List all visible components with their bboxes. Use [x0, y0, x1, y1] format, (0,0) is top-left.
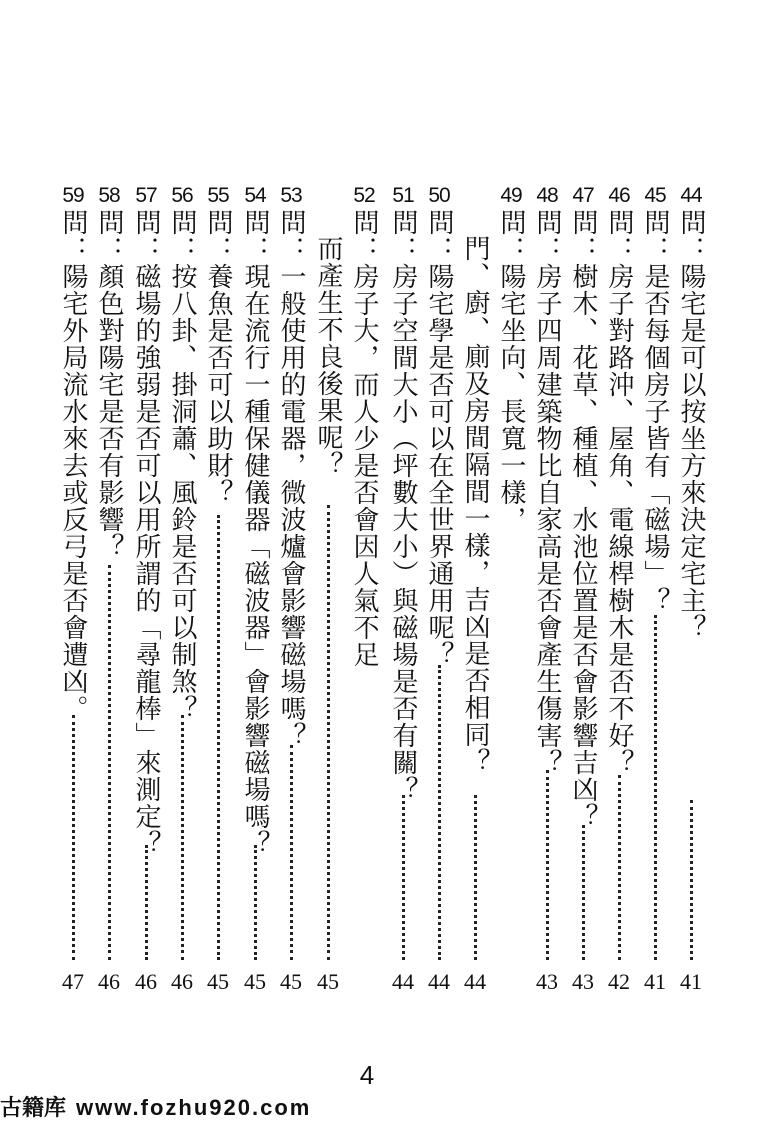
question-text: 問：陽宅學是否可以在全世界通用呢？ [424, 209, 454, 668]
page-ref: 43 [572, 969, 594, 994]
dot-leader [474, 795, 477, 960]
page-ref: 44 [428, 969, 450, 994]
question-text: 而產生不良後果呢？ [313, 235, 343, 478]
dot-leader [145, 845, 148, 960]
dot-leader [108, 565, 111, 960]
question-text: 問：是否每個房子皆有「磁場」？ [640, 209, 670, 614]
question-text: 問：房子大，而人少是否會因人氣不足 [349, 209, 379, 668]
dot-leader [582, 825, 585, 960]
question-text: 問：現在流行一種保健儀器「磁波器」會影響磁場嗎？ [240, 209, 270, 857]
page-ref: 45 [280, 969, 302, 994]
page-ref: 45 [317, 969, 339, 994]
dot-leader [181, 715, 184, 960]
watermark-url: www.fozhu920.com [76, 1095, 312, 1120]
page-ref: 44 [392, 969, 414, 994]
toc-entry [237, 185, 273, 1005]
question-number: 47 [572, 184, 594, 207]
question-number: 44 [680, 184, 702, 207]
question-number: 45 [644, 184, 666, 207]
toc-entry [637, 185, 673, 1005]
question-number: 48 [536, 184, 558, 207]
toc-entry [55, 185, 91, 1005]
page-ref: 47 [62, 969, 84, 994]
question-number: 46 [608, 184, 630, 207]
question-number: 54 [244, 184, 266, 207]
dot-leader [402, 795, 405, 960]
toc-entry [565, 185, 601, 1005]
question-number: 56 [171, 184, 193, 207]
question-text: 問：房子空間大小（坪數大小）與磁場是否有關？ [388, 209, 418, 803]
question-text: 問：按八卦、掛洞蕭、風鈴是否可以制煞？ [167, 209, 197, 722]
toc-entry [601, 185, 637, 1005]
dot-leader [290, 745, 293, 960]
question-number: 49 [500, 184, 522, 207]
page-ref: 41 [680, 969, 702, 994]
toc-entry-continuation [457, 185, 493, 1005]
toc-entry [385, 185, 421, 1005]
question-number: 50 [428, 184, 450, 207]
question-text: 問：陽宅是可以按坐方來決定宅主？ [676, 209, 706, 641]
question-text: 問：陽宅外局流水來去或反弓是否會遭凶。 [58, 209, 88, 722]
question-text: 問：樹木、花草、種植、水池位置是否會影響吉凶？ [568, 209, 598, 830]
page-ref: 45 [244, 969, 266, 994]
dot-leader [654, 615, 657, 960]
question-number: 59 [62, 184, 84, 207]
question-text: 問：磁場的強弱是否可以用所謂的「尋龍棒」來測定？ [131, 209, 161, 857]
page-ref: 41 [644, 969, 666, 994]
page-ref: 43 [536, 969, 558, 994]
watermark-brand: 古籍库 [0, 1096, 67, 1121]
page-ref: 45 [207, 969, 229, 994]
toc-entry [91, 185, 127, 1005]
question-text: 問：一般使用的電器，微波爐會影響磁場嗎？ [276, 209, 306, 749]
page-ref: 46 [135, 969, 157, 994]
question-number: 52 [353, 184, 375, 207]
toc-entry [346, 185, 382, 1005]
question-number: 53 [280, 184, 302, 207]
page-ref: 44 [464, 969, 486, 994]
dot-leader [327, 505, 330, 960]
toc-entry [273, 185, 309, 1005]
question-text: 問：房子四周建築物比自家高是否會產生傷害？ [532, 209, 562, 776]
watermark [0, 1094, 360, 1122]
toc-entry [673, 185, 709, 1005]
page-ref: 46 [171, 969, 193, 994]
question-number: 57 [135, 184, 157, 207]
dot-leader [254, 845, 257, 960]
question-text: 門、廚、廁及房間隔間一樣，吉凶是否相同？ [460, 235, 490, 775]
question-number: 58 [98, 184, 120, 207]
dot-leader [690, 800, 693, 960]
toc-entry [493, 185, 529, 1005]
toc-entry [164, 185, 200, 1005]
dot-leader [618, 775, 621, 960]
question-text: 問：陽宅坐向、長寬一樣， [496, 209, 526, 533]
page-ref: 46 [98, 969, 120, 994]
dot-leader [438, 665, 441, 960]
question-number: 55 [207, 184, 229, 207]
question-text: 問：房子對路沖、屋角、電線桿樹木是否不好？ [604, 209, 634, 776]
dot-leader [72, 715, 75, 960]
page-number: 4 [359, 1060, 375, 1090]
toc-entry [529, 185, 565, 1005]
toc-entry [128, 185, 164, 1005]
question-number: 51 [392, 184, 414, 207]
toc-entry [421, 185, 457, 1005]
toc-entry-continuation [310, 185, 346, 1005]
page-ref: 42 [608, 969, 630, 994]
dot-leader [217, 515, 220, 960]
question-text: 問：顏色對陽宅是否有影響？ [94, 209, 124, 560]
toc-entry [200, 185, 236, 1005]
dot-leader [546, 770, 549, 960]
question-text: 問：養魚是否可以助財？ [203, 209, 233, 506]
